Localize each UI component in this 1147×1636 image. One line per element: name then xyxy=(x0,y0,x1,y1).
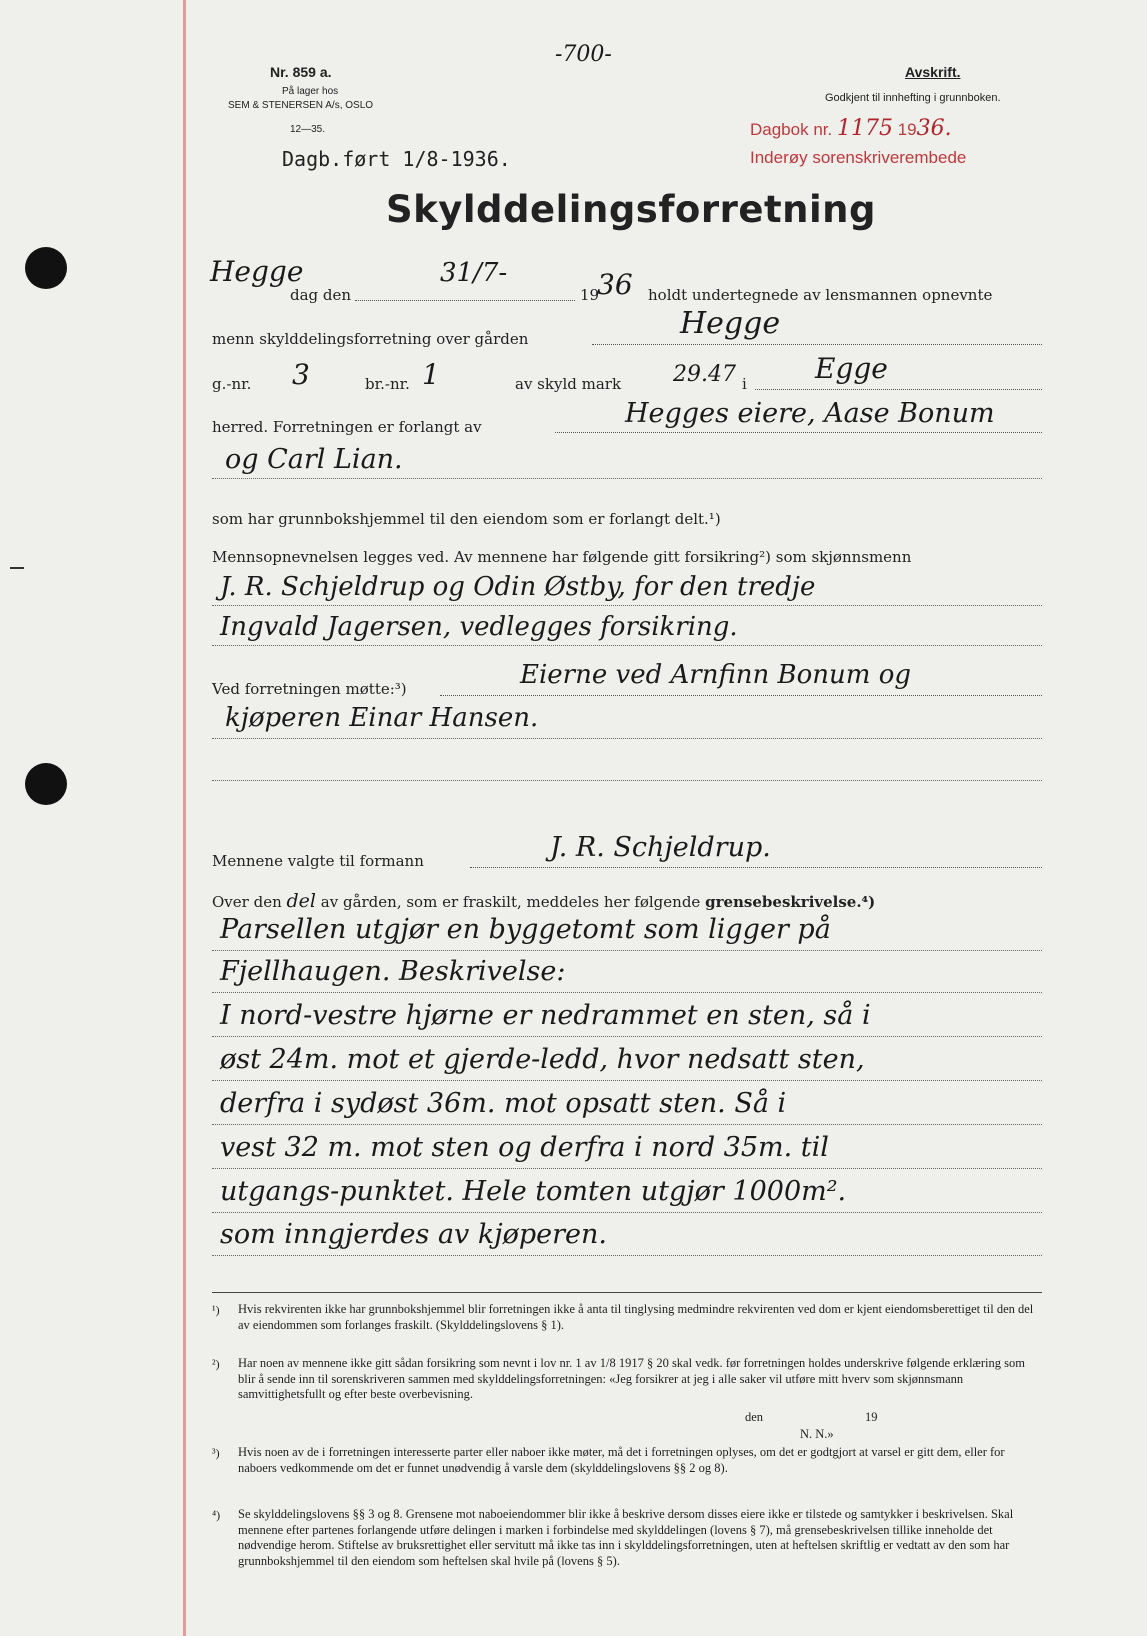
year-prefix: 19 xyxy=(580,286,600,304)
boundary-line: øst 24m. mot et gjerde-ledd, hvor nedsatt sten, xyxy=(220,1044,865,1075)
held-by-text: holdt undertegnede av lensmannen opnevnte xyxy=(648,286,993,304)
document-title: Skylddelingsforretning xyxy=(386,188,876,231)
form-publisher-line1: På lager hos xyxy=(282,86,339,97)
present-label: Ved forretningen møtte:³) xyxy=(212,680,407,698)
journal-stamp xyxy=(750,116,952,141)
year-value: 36 xyxy=(597,268,633,301)
journal-label: Dagbok nr. xyxy=(750,120,833,139)
form-number: Nr. 859 a. xyxy=(270,64,332,80)
tax-value: 29.47 xyxy=(673,362,736,387)
footnote-4-marker: ⁴) xyxy=(212,1508,221,1522)
gnr-value: 3 xyxy=(292,358,310,391)
journal-year-prefix: 19 xyxy=(897,120,917,139)
present-value-1: Eierne ved Arnfinn Bonum og xyxy=(520,660,912,690)
place-value: Hegge xyxy=(210,255,304,288)
boundary-intro: Over den del av gården, som er fraskilt, meddeles her følgende grensebeskrivelse.⁴) xyxy=(212,890,876,912)
requested-label: herred. Forretningen er forlangt av xyxy=(212,418,482,436)
boundary-line: I nord-vestre hjørne er nedrammet en sten, så i xyxy=(220,1000,871,1031)
tax-label: av skyld mark xyxy=(515,375,622,393)
boundary-line: utgangs-punktet. Hele tomten utgjør 1000m². xyxy=(220,1176,847,1207)
copy-label: Avskrift. xyxy=(905,64,961,80)
form-edition: 12—35. xyxy=(290,124,326,135)
page-number: -700- xyxy=(555,42,612,67)
boundary-line: Parsellen utgjør en byggetomt som ligger på xyxy=(220,914,831,945)
approval-text: Godkjent til innhefting i grunnboken. xyxy=(825,92,1001,104)
footnote-2-year: 19 xyxy=(865,1410,878,1424)
footnote-1: Hvis rekvirenten ikke har grunnbokshjemmel blir forretningen ikke å anta til tinglysing medmindre rekvirenten ved dom er kjent eiendomsberettiget til den del av eiendommen som forlanges fraskilt. (Skylddelingslovens § 1). xyxy=(238,1302,1034,1332)
journal-number: 1175 xyxy=(836,116,893,141)
footnote-2-marker: ²) xyxy=(212,1357,220,1371)
footnote-2-den: den xyxy=(745,1410,764,1424)
punch-hole-top xyxy=(25,247,67,289)
chairman-label: Mennene valgte til formann xyxy=(212,852,424,870)
in-label: i xyxy=(742,375,747,393)
journal-year-suffix: 36. xyxy=(916,116,952,141)
day-label: dag den xyxy=(290,286,352,304)
insurance-value-1: J. R. Schjeldrup og Odin Østby, for den tredje xyxy=(220,572,816,602)
boundary-line: Fjellhaugen. Beskrivelse: xyxy=(220,956,566,987)
footnote-4: Se skylddelingslovens §§ 3 og 8. Grensene mot naboeiendommer blir ikke å beskrive dersom disses eiere ikke er tilstede og samtykker i beskrivelsen. Skal mennene efter partenes forlangende utføre delingen i marken i forbindelse med skylddelingen (lovens § 7), må grensebeskrivelsen tillike inneholde det nødvendige herom. Stiftelse av bruksrettighet eller servitutt må ikke tas inn i skylddelingsforretningen, uten at heftelsen skriftlig er vedtatt av den som har grunnbokshjemmel til den eiendom som heftelsen skal hvile på (lovens § 5). xyxy=(238,1507,1014,1568)
gnr-label: g.-nr. xyxy=(212,375,252,393)
bnr-value: 1 xyxy=(422,358,440,391)
footnote-2-signature: N. N.» xyxy=(800,1427,834,1441)
appointment-text: Mennsopnevnelsen legges ved. Av mennene har følgende gitt forsikring²) som skjønnsmenn xyxy=(212,548,912,566)
boundary-keyword: grensebeskrivelse.⁴) xyxy=(705,893,876,911)
margin-line xyxy=(183,0,186,1636)
footnote-3-marker: ³) xyxy=(212,1446,220,1460)
boundary-part-value: del xyxy=(286,890,316,912)
boundary-line: derfra i sydøst 36m. mot opsatt sten. Så i xyxy=(220,1088,787,1119)
registry-text: som har grunnbokshjemmel til den eiendom som er forlangt delt.¹) xyxy=(212,510,721,528)
present-value-2: kjøperen Einar Hansen. xyxy=(225,703,539,733)
requester-value-1: Hegges eiere, Aase Bonum xyxy=(625,398,995,429)
boundary-line: vest 32 m. mot sten og derfra i nord 35m. til xyxy=(220,1132,829,1163)
office-stamp: Inderøy sorenskriverembede xyxy=(750,148,967,167)
boundary-line: som inngjerdes av kjøperen. xyxy=(220,1219,607,1250)
form-publisher-line2: SEM & STENERSEN A/s, OSLO xyxy=(228,100,374,111)
men-label: menn skylddelingsforretning over gården xyxy=(212,330,529,348)
chairman-value: J. R. Schjeldrup. xyxy=(550,832,771,863)
registered-date: Dagb.ført 1/8-1936. xyxy=(282,147,511,171)
footnote-2: Har noen av mennene ikke gitt sådan forsikring som nevnt i lov nr. 1 av 1/8 1917 § 20 skal vedk. før forretningen holdes underskrive følgende erklæring som blir å sende inn til sorenskriveren sammen med skylddelingsforretningen: «Jeg forsikrer at jeg i alle saker vil utføre mitt hverv som skjønnsmann samvittighetsfullt og efter beste overbevisning. xyxy=(238,1356,1025,1401)
footnote-1-marker: ¹) xyxy=(212,1303,220,1317)
district-value: Egge xyxy=(815,352,888,385)
margin-dash xyxy=(10,567,24,569)
footnote-3: Hvis noen av de i forretningen interesserte parter eller naboer ikke møter, må det i forretningen oplyses, om det er godtgjort at varsel er gitt dem, eller for naboers vedkommende om det er funnet unødvendig å varsle dem (skylddelingslovens §§ 2 og 8). xyxy=(238,1445,1005,1475)
insurance-value-2: Ingvald Jagersen, vedlegges forsikring. xyxy=(220,612,738,642)
bnr-label: br.-nr. xyxy=(365,375,410,393)
farm-value: Hegge xyxy=(680,306,781,341)
requester-value-2: og Carl Lian. xyxy=(225,444,403,475)
date-value: 31/7- xyxy=(440,258,508,288)
punch-hole-bottom xyxy=(25,763,67,805)
